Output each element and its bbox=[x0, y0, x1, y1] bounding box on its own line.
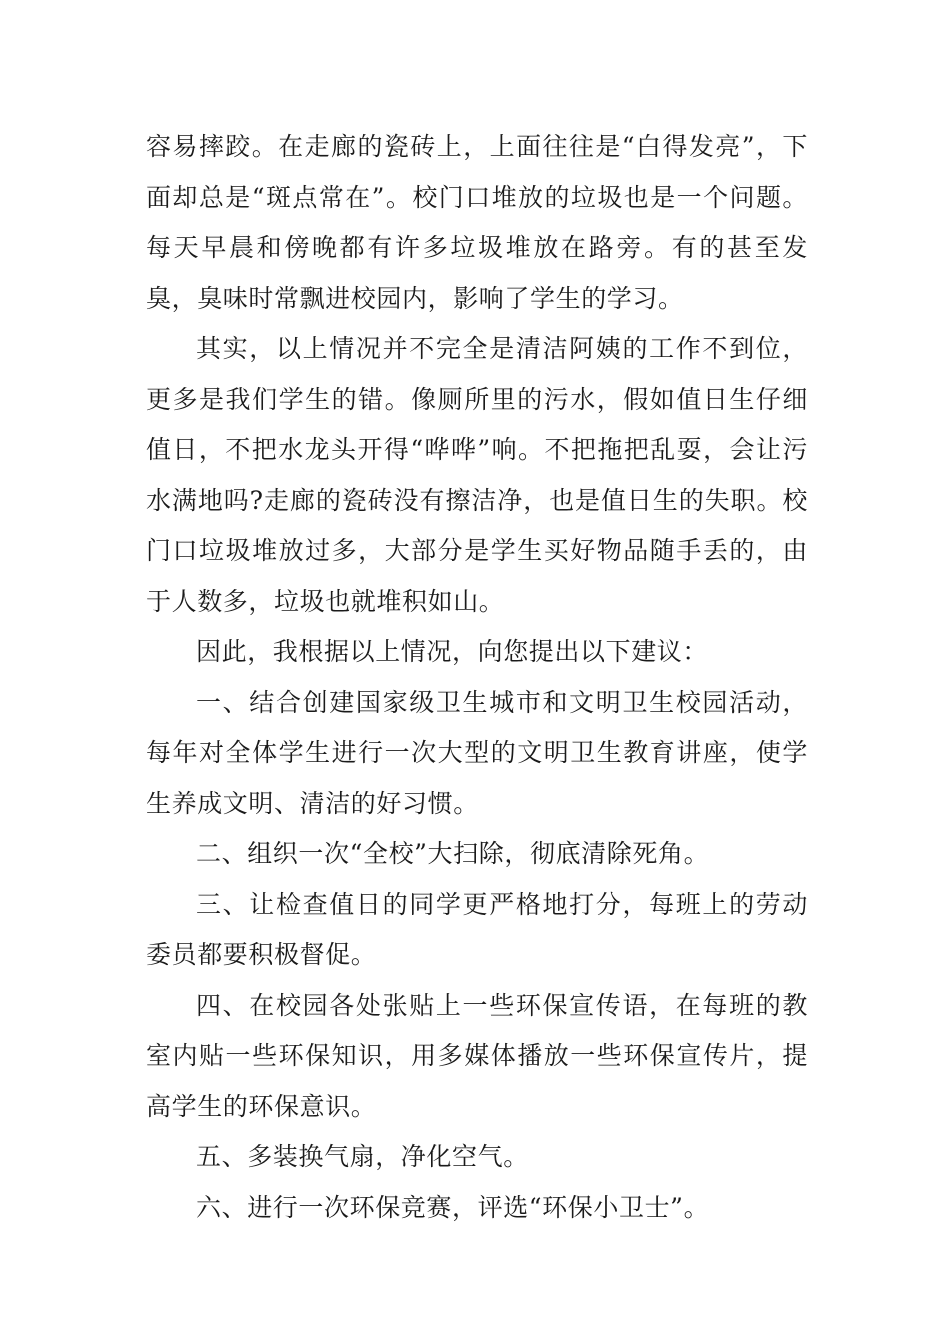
suggestion-3: 三、让检查值日的同学更严格地打分，每班上的劳动委员都要积极督促。 bbox=[146, 889, 808, 969]
suggestion-6: 六、进行一次环保竞赛，评选“环保小卫士”。 bbox=[196, 1192, 710, 1222]
document-body bbox=[146, 122, 808, 1233]
suggestion-1: 一、结合创建国家级卫生城市和文明卫生校园活动，每年对全体学生进行一次大型的文明卫生教育讲座，使学生养成文明、清洁的好习惯。 bbox=[146, 687, 808, 818]
suggestion-2: 二、组织一次“全校”大扫除，彻底清除死角。 bbox=[196, 839, 710, 868]
paragraph-3: 因此，我根据以上情况，向您提出以下建议： bbox=[196, 637, 709, 666]
paragraph-2: 其实，以上情况并不完全是清洁阿姨的工作不到位，更多是我们学生的错。像厕所里的污水，假如值日生仔细值日，不把水龙头开得“哗哗”响。不把拖把乱耍，会让污水满地吗?走廊的瓷砖没有擦洁净，也是值日生的失职。校门口垃圾堆放过多，大部分是学生买好物品随手丢的，由于人数多，垃圾也就堆积如山。 bbox=[146, 334, 808, 616]
suggestion-5: 五、多装换气扇，净化空气。 bbox=[196, 1142, 529, 1171]
suggestion-4: 四、在校园各处张贴上一些环保宣传语，在每班的教室内贴一些环保知识，用多媒体播放一些环保宣传片，提高学生的环保意识。 bbox=[146, 990, 808, 1121]
paragraph-1: 容易摔跤。在走廊的瓷砖上，上面往往是“白得发亮”，下面却总是“斑点常在”。校门口堆放的垃圾也是一个问题。每天早晨和傍晚都有许多垃圾堆放在路旁。有的甚至发臭，臭味时常飘进校园内，影响了学生的学习。 bbox=[146, 132, 808, 313]
